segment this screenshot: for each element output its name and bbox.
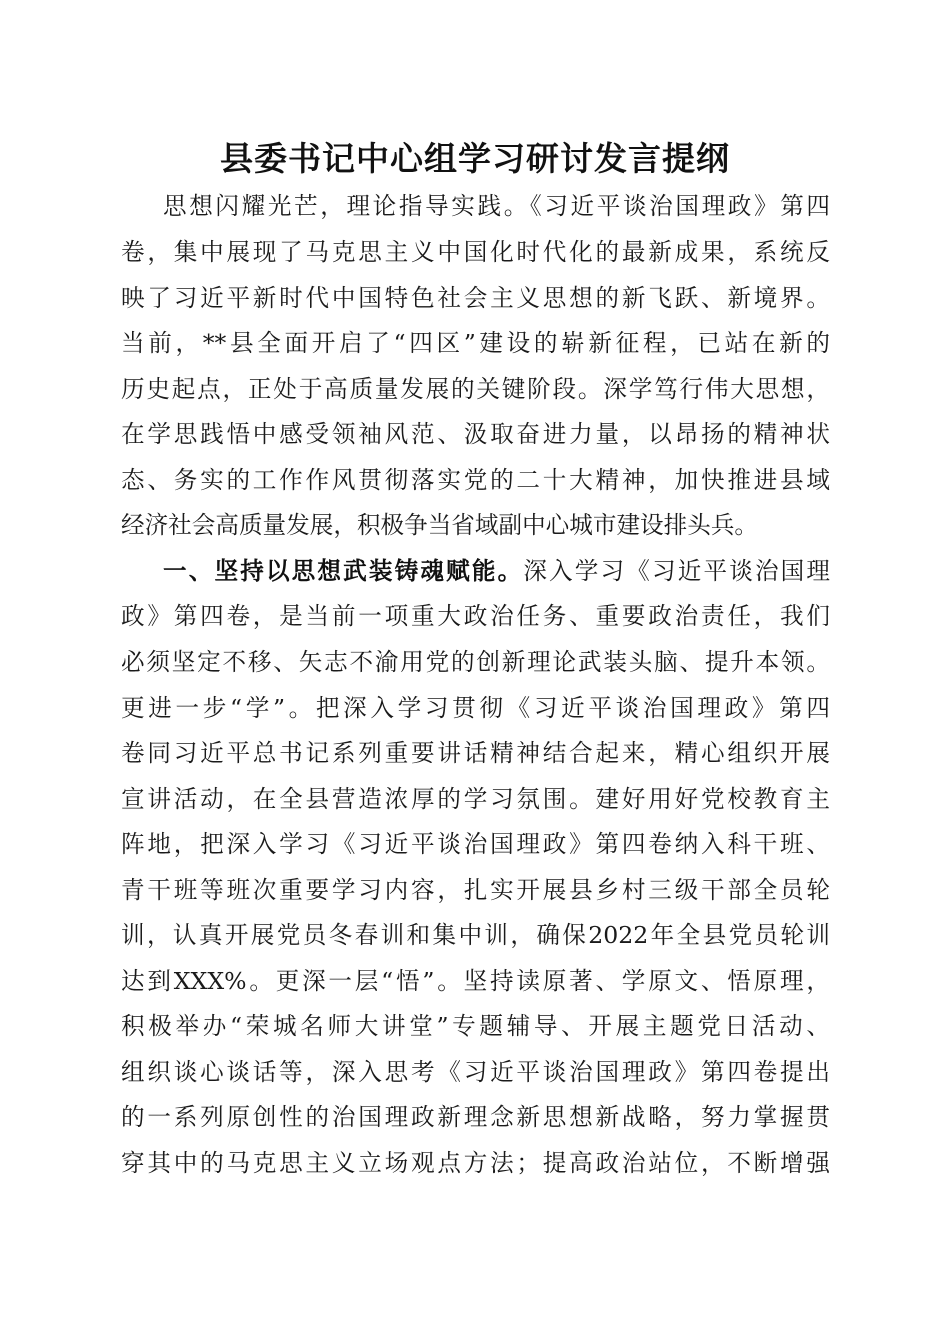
section-heading: 一、坚持以思想武装铸魂赋能。 — [163, 557, 524, 585]
paragraph-line: 经济社会高质量发展，积极争当省域副中心城市建设排头兵。 — [121, 511, 759, 539]
paragraph-line: 更进一步“学”。把深入学习贯彻《习近平谈治国理政》第四 — [121, 694, 830, 722]
paragraph-line: 映了习近平新时代中国特色社会主义思想的新飞跃、新境界。 — [121, 284, 830, 312]
paragraph-line: 态、务实的工作作风贯彻落实党的二十大精神，加快推进县域 — [121, 466, 830, 494]
paragraph-line: 积极举办“荣城名师大讲堂”专题辅导、开展主题党日活动、 — [121, 1012, 830, 1040]
paragraph-line: 宣讲活动，在全县营造浓厚的学习氛围。建好用好党校教育主 — [121, 785, 830, 813]
section-heading-text: 深入学习《习近平谈治国理 — [523, 557, 831, 585]
paragraph-line: 当前，**县全面开启了“四区”建设的崭新征程，已站在新的 — [121, 329, 830, 357]
paragraph-line: 思想闪耀光芒，理论指导实践。《习近平谈治国理政》第四 — [163, 192, 830, 220]
paragraph-line: 卷，集中展现了马克思主义中国化时代化的最新成果，系统反 — [121, 238, 830, 266]
paragraph-line: 卷同习近平总书记系列重要讲话精神结合起来，精心组织开展 — [121, 739, 830, 767]
document-title: 县委书记中心组学习研讨发言提纲 — [220, 139, 730, 178]
paragraph-line: 达到XXX%。更深一层“悟”。坚持读原著、学原文、悟原理， — [121, 967, 830, 995]
paragraph-line: 训，认真开展党员冬春训和集中训，确保2022年全县党员轮训 — [121, 921, 830, 949]
paragraph-line: 在学思践悟中感受领袖风范、汲取奋进力量，以昂扬的精神状 — [121, 420, 830, 448]
paragraph-line: 青干班等班次重要学习内容，扎实开展县乡村三级干部全员轮 — [121, 876, 830, 904]
paragraph-line: 的一系列原创性的治国理政新理念新思想新战略，努力掌握贯 — [121, 1103, 830, 1131]
paragraph-line: 穿其中的马克思主义立场观点方法；提高政治站位，不断增强 — [121, 1149, 830, 1177]
paragraph-line: 阵地，把深入学习《习近平谈治国理政》第四卷纳入科干班、 — [121, 830, 830, 858]
section-heading-line — [163, 549, 830, 593]
paragraph-line: 必须坚定不移、矢志不渝用党的创新理论武装头脑、提升本领。 — [121, 648, 830, 676]
paragraph-line: 政》第四卷，是当前一项重大政治任务、重要政治责任，我们 — [121, 602, 830, 630]
paragraph-line: 历史起点，正处于高质量发展的关键阶段。深学笃行伟大思想， — [121, 375, 830, 403]
paragraph-line: 组织谈心谈话等，深入思考《习近平谈治国理政》第四卷提出 — [121, 1058, 830, 1086]
